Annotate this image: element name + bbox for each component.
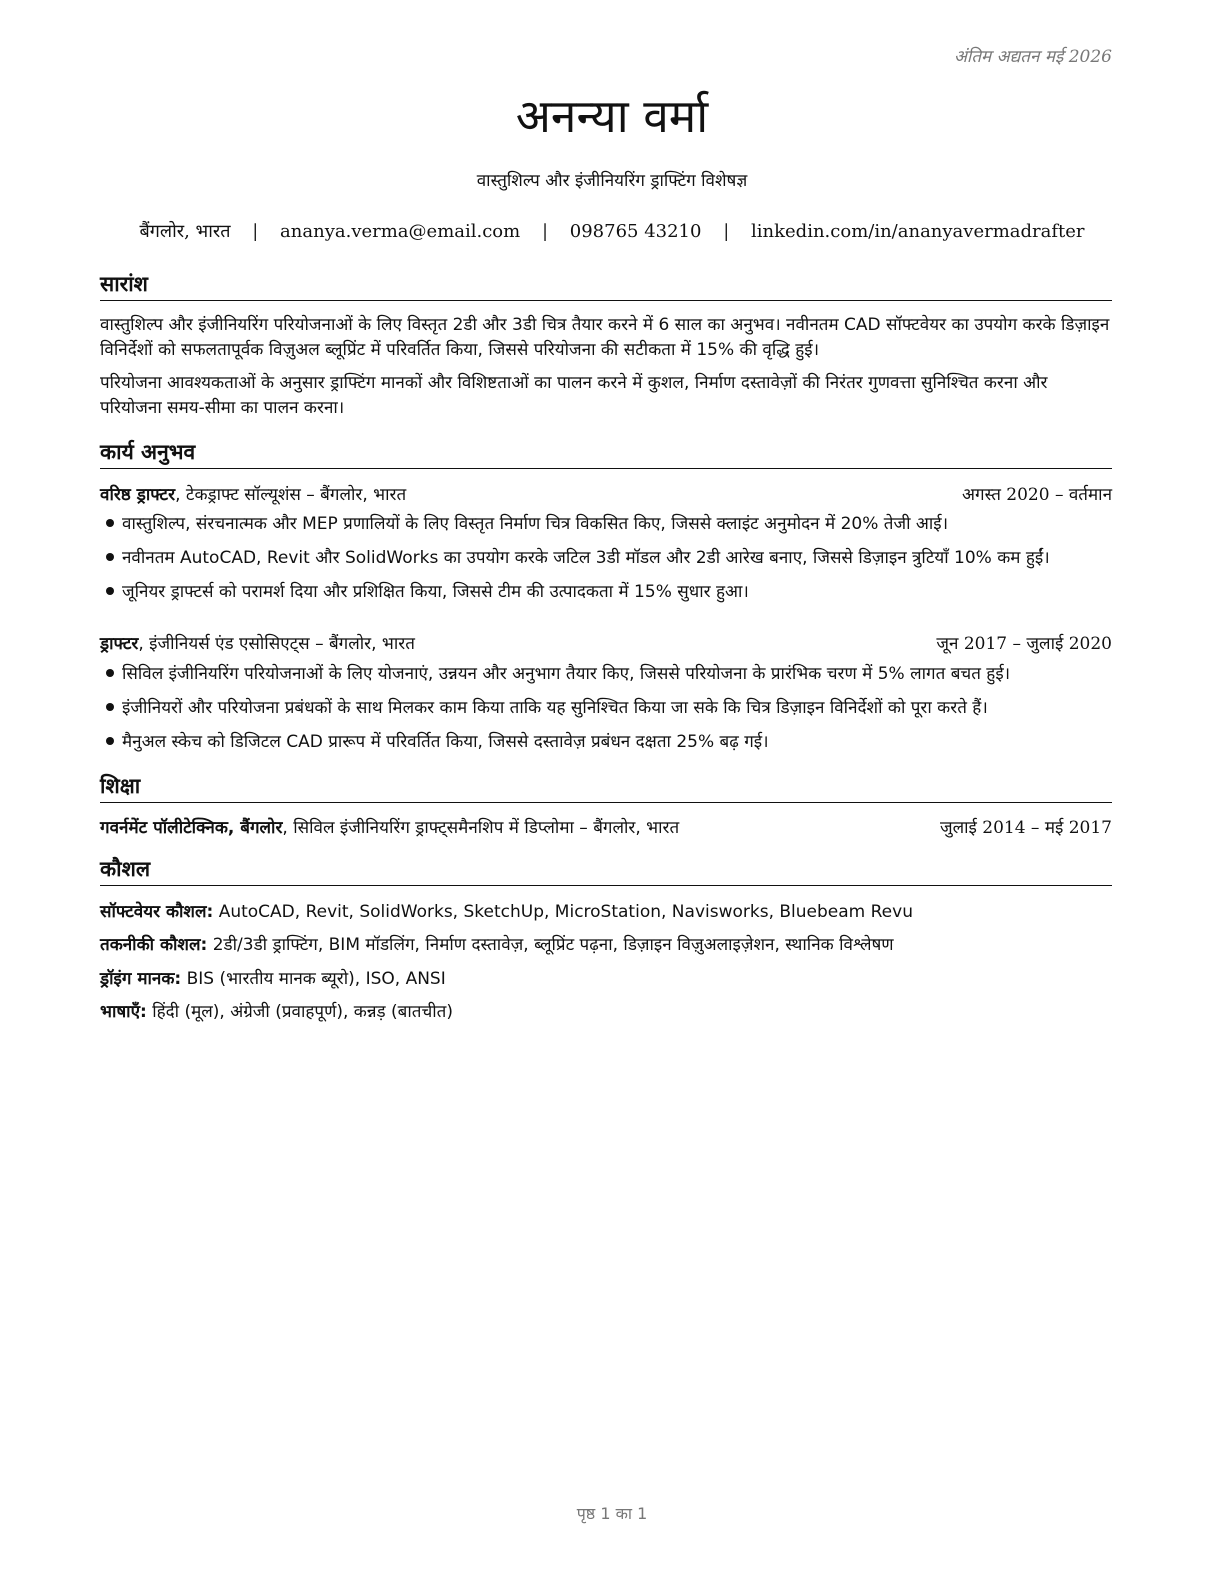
bullet-text: जूनियर ड्राफ्टर्स को परामर्श दिया और प्रशिक्षित किया, जिससे टीम की उत्पादकता में 15% सुधार हुआ।	[122, 582, 749, 602]
bullet-text: इंजीनियरों और परियोजना प्रबंधकों के साथ मिलकर काम किया ताकि यह सुनिश्चित किया जा सके कि चित्र डिज़ाइन विनिर्देशों को पूरा करते हैं।	[122, 698, 988, 718]
bullet-dot	[106, 519, 114, 527]
page-number: पृष्ठ 1 का 1	[576, 1504, 648, 1523]
job-bullet	[100, 695, 1112, 718]
job-header	[100, 482, 1112, 505]
skill-line	[100, 966, 1112, 989]
job-dates: जून 2017 – जुलाई 2020	[936, 634, 1112, 654]
education-detail: , सिविल इंजीनियरिंग ड्राफ्ट्समैनशिप में डिप्लोमा – बैंगलोर, भारत	[282, 818, 680, 838]
job-org: , इंजीनियर्स एंड एसोसिएट्स – बैंगलोर, भारत	[138, 634, 415, 654]
bullet-dot	[106, 553, 114, 561]
contact-separator: |	[723, 221, 730, 242]
bullet-dot	[106, 703, 114, 711]
summary-paragraph: परियोजना आवश्यकताओं के अनुसार ड्राफ्टिंग मानकों और विशिष्टताओं का पालन करने में कुशल, निर्माण दस्तावेज़ों की निरंतर गुणवत्ता सुनिश्चित करना और परियोजना समय-सीमा का पालन करना।	[100, 373, 1048, 418]
skill-value: BIS (भारतीय मानक ब्यूरो), ISO, ANSI	[181, 969, 446, 989]
job-bullet	[100, 511, 1112, 534]
section-title-education: शिक्षा	[100, 772, 1112, 803]
skill-line	[100, 999, 1112, 1022]
contact-separator: |	[541, 221, 549, 242]
contact-line	[0, 219, 1224, 243]
contact-linkedin[interactable]: linkedin.com/in/ananyavermadrafter	[751, 221, 1085, 242]
bullet-dot	[106, 737, 114, 745]
last-updated: अंतिम अद्यतन मई 2026	[953, 47, 1112, 67]
job-role: वरिष्ठ ड्राफ्टर	[100, 485, 176, 505]
contact-phone: 098765 43210	[569, 221, 702, 242]
bullet-text: नवीनतम AutoCAD, Revit और SolidWorks का उपयोग करके जटिल 3डी मॉडल और 2डी आरेख बनाए, जिससे डिज़ाइन त्रुटियाँ 10% कम हुईं।	[122, 548, 1050, 568]
job-header	[100, 631, 1112, 654]
bullet-text: वास्तुशिल्प, संरचनात्मक और MEP प्रणालियों के लिए विस्तृत निर्माण चित्र विकसित किए, जिससे क्लाइंट अनुमोदन में 20% तेजी आई।	[122, 514, 949, 534]
education-school: गवर्नमेंट पॉलीटेक्निक, बैंगलोर	[100, 818, 283, 838]
job-bullet	[100, 579, 1112, 602]
job-dates: अगस्त 2020 – वर्तमान	[962, 485, 1112, 505]
contact-email[interactable]: ananya.verma@email.com	[280, 221, 521, 242]
contact-separator: |	[252, 221, 259, 242]
contact-location: बैंगलोर, भारत	[139, 221, 231, 242]
job-bullet	[100, 545, 1112, 568]
bullet-text: सिविल इंजीनियरिंग परियोजनाओं के लिए योजनाएं, उन्नयन और अनुभाग तैयार किए, जिससे परियोजना के प्रारंभिक चरण में 5% लागत बचत हुई।	[122, 664, 1011, 684]
job-bullet	[100, 661, 1112, 684]
tagline: वास्तुशिल्प और इंजीनियरिंग ड्राफ्टिंग विशेषज्ञ	[476, 171, 748, 191]
bullet-dot	[106, 669, 114, 677]
skill-label: सॉफ्टवेयर कौशल:	[100, 902, 214, 922]
skill-value: AutoCAD, Revit, SolidWorks, SketchUp, MicroStation, Navisworks, Bluebeam Revu	[213, 902, 913, 922]
job-org: , टेकड्राफ्ट सॉल्यूशंस – बैंगलोर, भारत	[175, 485, 407, 505]
section-title-experience: कार्य अनुभव	[100, 438, 1112, 469]
skill-value: हिंदी (मूल), अंग्रेजी (प्रवाहपूर्ण), कन्नड़ (बातचीत)	[146, 1002, 453, 1022]
skill-label: ड्रॉइंग मानक:	[100, 969, 182, 989]
education-dates: जुलाई 2014 – मई 2017	[939, 818, 1112, 838]
bullet-dot	[106, 587, 114, 595]
skill-line	[100, 932, 1112, 955]
job-bullet	[100, 729, 1112, 752]
education-entry	[100, 815, 1112, 838]
skill-line	[100, 899, 1112, 922]
summary-paragraph: वास्तुशिल्प और इंजीनियरिंग परियोजनाओं के लिए विस्तृत 2डी और 3डी चित्र तैयार करने में 6 साल का अनुभव। नवीनतम CAD सॉफ्टवेयर का उपयोग करके डिज़ाइन विनिर्देशों को सफलतापूर्वक विज़ुअल ब्लूप्रिंट में परिवर्तित किया, जिससे परियोजना की सटीकता में 15% की वृद्धि हुई।	[100, 315, 1110, 360]
section-title-summary: सारांश	[100, 270, 1112, 301]
section-title-skills: कौशल	[100, 855, 1112, 886]
job-role: ड्राफ्टर	[100, 634, 139, 654]
skill-label: भाषाएँ:	[100, 1002, 147, 1022]
candidate-name: अनन्या वर्मा	[515, 89, 709, 143]
bullet-text: मैनुअल स्केच को डिजिटल CAD प्रारूप में परिवर्तित किया, जिससे दस्तावेज़ प्रबंधन दक्षता 25% बढ़ गई।	[122, 732, 769, 752]
skill-label: तकनीकी कौशल:	[100, 935, 208, 955]
skill-value: 2डी/3डी ड्राफ्टिंग, BIM मॉडलिंग, निर्माण दस्तावेज़, ब्लूप्रिंट पढ़ना, डिज़ाइन विज़ुअलाइज़ेशन, स्थानिक विश्लेषण	[207, 935, 894, 955]
